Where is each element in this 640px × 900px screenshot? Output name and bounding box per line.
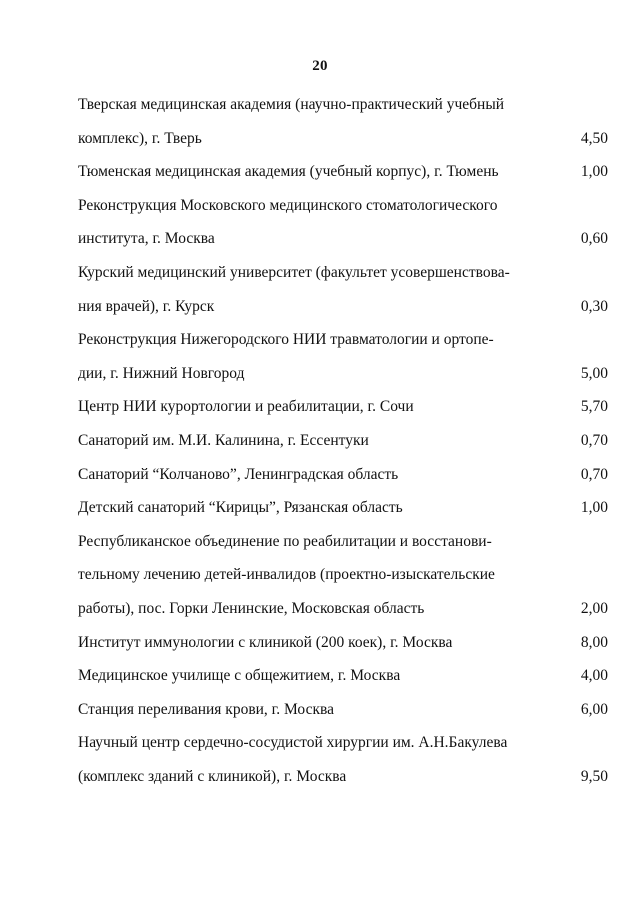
entry-text-line: Реконструкция Московского медицинского стоматологического: [78, 196, 498, 214]
entry-value: 5,00: [580, 364, 608, 382]
entry-text-line: дии, г. Нижний Новгород: [78, 364, 245, 382]
list-item: [78, 256, 608, 323]
list-item: [78, 726, 608, 793]
entry-value: 0,70: [580, 431, 608, 449]
entry-list: [78, 88, 608, 793]
entry-value: 9,50: [580, 767, 608, 785]
entry-text-line: Республиканское объединение по реабилитации и восстанови-: [78, 532, 492, 550]
list-item: [78, 424, 608, 458]
entry-value: 1,00: [580, 163, 608, 181]
list-item: [78, 390, 608, 424]
entry-text-line: Тюменская медицинская академия (учебный корпус), г. Тюмень: [78, 163, 499, 181]
entry-text-line: Детский санаторий “Кирицы”, Рязанская область: [78, 499, 403, 517]
entry-value: 0,70: [580, 465, 608, 483]
entry-text-line: (комплекс зданий с клиникой), г. Москва: [78, 767, 347, 785]
entry-value: 8,00: [580, 633, 608, 651]
entry-value: 6,00: [580, 700, 608, 718]
list-item: [78, 155, 608, 189]
page-number: 20: [312, 58, 328, 74]
entry-text-line: института, г. Москва: [78, 230, 215, 248]
list-item: [78, 458, 608, 492]
entry-text-line: Институт иммунологии с клиникой (200 коек), г. Москва: [78, 633, 453, 651]
list-item: [78, 525, 608, 626]
entry-text-line: Тверская медицинская академия (научно-практический учебный: [78, 96, 505, 113]
entry-text-line: Санаторий “Колчаново”, Ленинградская область: [78, 465, 399, 483]
entry-value: 0,60: [580, 230, 608, 248]
list-item: [78, 323, 608, 390]
entry-text-line: Курский медицинский университет (факультет усовершенствова-: [78, 263, 510, 281]
entry-value: 4,00: [580, 667, 608, 685]
entry-text-line: тельному лечению детей-инвалидов (проектно-изыскательские: [78, 566, 495, 584]
entry-text-line: Медицинское училище с общежитием, г. Москва: [78, 667, 401, 685]
entry-text-line: Центр НИИ курортологии и реабилитации, г. Сочи: [78, 398, 414, 416]
entry-text-line: ния врачей), г. Курск: [78, 297, 215, 315]
entry-text-line: Станция переливания крови, г. Москва: [78, 700, 334, 718]
entry-value: 4,50: [580, 129, 608, 147]
entry-text-line: Научный центр сердечно-сосудистой хирургии им. А.Н.Бакулева: [78, 734, 508, 752]
entry-value: 1,00: [580, 499, 608, 517]
entry-value: 2,00: [580, 599, 608, 617]
list-item: [78, 693, 608, 727]
list-item: [78, 189, 608, 256]
entry-value: 5,70: [580, 398, 608, 416]
entry-text-line: Реконструкция Нижегородского НИИ травматологии и ортопе-: [78, 331, 494, 349]
entry-text-line: работы), пос. Горки Ленинские, Московская область: [78, 599, 425, 617]
list-item: [78, 88, 608, 155]
list-item: [78, 626, 608, 660]
entry-text-line: Санаторий им. М.И. Калинина, г. Ессентуки: [78, 431, 369, 449]
entry-value: 0,30: [580, 297, 608, 315]
list-item: [78, 659, 608, 693]
list-item: [78, 491, 608, 525]
entry-text-line: комплекс), г. Тверь: [78, 129, 202, 147]
